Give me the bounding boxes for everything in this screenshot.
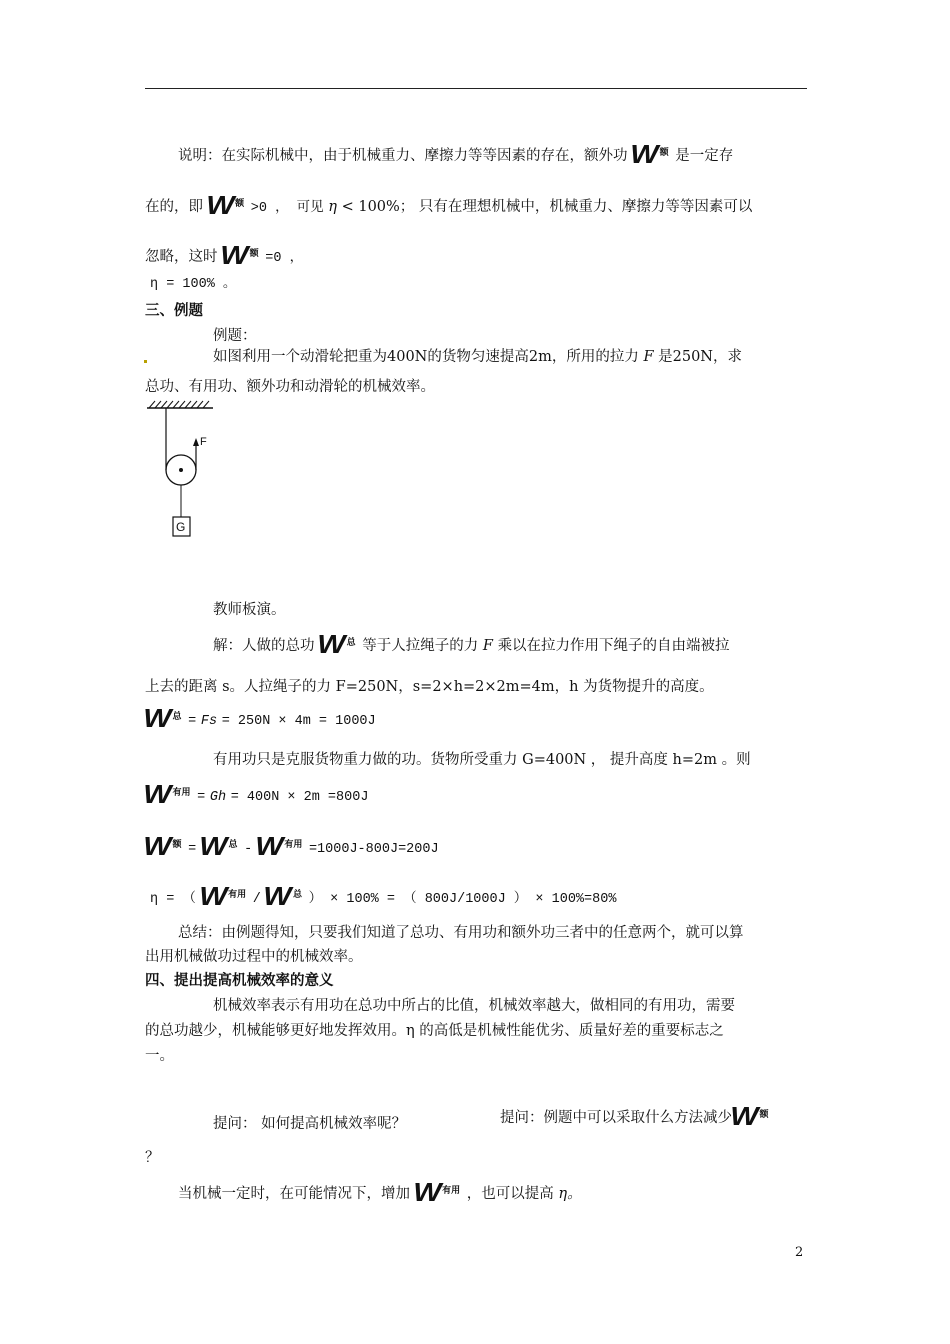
equation-text: = xyxy=(188,842,197,857)
solution-text: 解：人做的总功 xyxy=(213,638,315,654)
w-symbol: W xyxy=(317,629,345,659)
w-subscript-extra: 额 xyxy=(172,839,182,849)
w-subscript-total: 总 xyxy=(292,889,302,899)
w-symbol: W xyxy=(143,703,171,733)
weight-label: G xyxy=(176,520,186,534)
w-subscript-useful: 有用 xyxy=(442,1185,461,1195)
eta-symbol: η xyxy=(328,199,337,215)
note-line-4: η = 100% 。 xyxy=(150,277,237,292)
note-text: >0 ， 可见 xyxy=(250,201,324,216)
w-symbol: W xyxy=(630,139,658,169)
equation-extra-work xyxy=(143,831,439,861)
section-4-line-3: 一。 xyxy=(145,1048,174,1064)
equation-text: = 250N × 4m = 1000J xyxy=(221,714,376,729)
note-text: 忽略，这时 xyxy=(145,249,218,265)
note-text: =0 ， xyxy=(265,251,304,266)
note-text: < 100%； 只有在理想机械中，机械重力、摩擦力等等因素可以 xyxy=(341,199,753,215)
equation-total-work xyxy=(143,703,376,733)
w-symbol: W xyxy=(412,1177,440,1207)
final-line xyxy=(178,1177,582,1207)
w-symbol: W xyxy=(205,190,233,220)
equation-text: ） × 100% = （ 800J/1000J ） × 100%=80% xyxy=(308,892,617,907)
question-line-1 xyxy=(213,347,742,367)
w-subscript-extra: 额 xyxy=(659,147,669,157)
note-text: 是一定存 xyxy=(675,148,734,164)
solution-line-3: 有用功只是克服货物重力做的功。货物所受重力 G=400N ， 提升高度 h=2m 。则 xyxy=(213,752,751,768)
note-line-1 xyxy=(178,139,734,169)
header-rule xyxy=(145,88,807,89)
note-line-2 xyxy=(145,190,753,220)
section-4-line-2: 的总功越少，机械能够更好地发挥效用。η 的高低是机械性能优劣、质量好差的重要标志之 xyxy=(145,1023,724,1039)
section-4-heading: 四、提出提高机械效率的意义 xyxy=(145,973,334,989)
question-mark: ？ xyxy=(145,1150,160,1166)
w-symbol: W xyxy=(143,779,171,809)
equation-text: = xyxy=(188,714,197,729)
equation-text: = xyxy=(197,790,206,805)
w-subscript-useful: 有用 xyxy=(284,839,303,849)
w-subscript-total: 总 xyxy=(346,637,356,647)
equation-text: Fs xyxy=(200,714,218,729)
example-label: 例题： xyxy=(213,328,257,344)
note-text: 说明：在实际机械中，由于机械重力、摩擦力等等因素的存在，额外功 xyxy=(178,148,628,164)
equation-text: - xyxy=(244,842,253,857)
equation-text: =1000J-800J=200J xyxy=(308,842,439,857)
w-subscript-useful: 有用 xyxy=(228,889,247,899)
w-symbol: W xyxy=(143,831,171,861)
w-subscript-extra: 额 xyxy=(249,248,259,258)
w-subscript-total: 总 xyxy=(172,711,182,721)
w-symbol: W xyxy=(730,1101,758,1131)
equation-useful-work xyxy=(143,779,369,809)
force-symbol: F xyxy=(643,349,654,365)
marker-dot xyxy=(144,360,147,363)
question-text: 如图利用一个动滑轮把重为400N的货物匀速提高2m，所用的拉力 xyxy=(213,349,639,365)
equation-text: Gh xyxy=(209,790,227,805)
final-text: 当机械一定时，在可能情况下，增加 xyxy=(178,1186,410,1202)
w-symbol: W xyxy=(255,831,283,861)
solution-line-1 xyxy=(213,629,730,659)
final-text: ，也可以提高 xyxy=(466,1186,554,1202)
force-label: F xyxy=(200,436,207,448)
pulley-diagram xyxy=(145,400,225,545)
w-subscript-extra: 额 xyxy=(235,198,245,208)
summary-line-2: 出用机械做功过程中的机械效率。 xyxy=(145,949,363,965)
w-subscript-total: 总 xyxy=(228,839,238,849)
summary-line-1: 总结：由例题得知，只要我们知道了总功、有用功和额外功三者中的任意两个，就可以算 xyxy=(178,925,744,941)
force-symbol: F xyxy=(482,638,493,654)
equation-efficiency xyxy=(150,881,617,911)
board-text: 教师板演。 xyxy=(213,602,286,618)
eta-symbol: η。 xyxy=(558,1186,582,1202)
page-number: 2 xyxy=(795,1245,804,1260)
w-symbol: W xyxy=(199,831,227,861)
w-subscript-useful: 有用 xyxy=(172,787,191,797)
note-line-3 xyxy=(145,240,304,270)
question-prompt-2 xyxy=(500,1101,771,1131)
question-prompt-1: 提问： 如何提高机械效率呢？ xyxy=(213,1116,407,1132)
equation-text: η = （ xyxy=(150,892,196,907)
question-text: 提问：例题中可以采取什么方法减少 xyxy=(500,1110,732,1126)
question-text: 是250N，求 xyxy=(658,349,742,365)
equation-text: / xyxy=(252,892,261,907)
w-symbol: W xyxy=(263,881,291,911)
solution-text: 乘以在拉力作用下绳子的自由端被拉 xyxy=(497,638,730,654)
note-text: 在的，即 xyxy=(145,199,203,215)
section-4-line-1: 机械效率表示有用功在总功中所占的比值，机械效率越大，做相同的有用功，需要 xyxy=(213,998,735,1014)
w-symbol: W xyxy=(220,240,248,270)
solution-line-2: 上去的距离 s。人拉绳子的力 F=250N，s=2×h=2×2m=4m，h 为货物提升的高度。 xyxy=(145,679,714,695)
question-line-2: 总功、有用功、额外功和动滑轮的机械效率。 xyxy=(145,379,435,395)
w-subscript-extra: 额 xyxy=(759,1109,769,1119)
equation-text: = 400N × 2m =800J xyxy=(230,790,369,805)
section-3-heading: 三、例题 xyxy=(145,303,203,319)
solution-text: 等于人拉绳子的力 xyxy=(362,638,479,654)
w-symbol: W xyxy=(198,881,226,911)
